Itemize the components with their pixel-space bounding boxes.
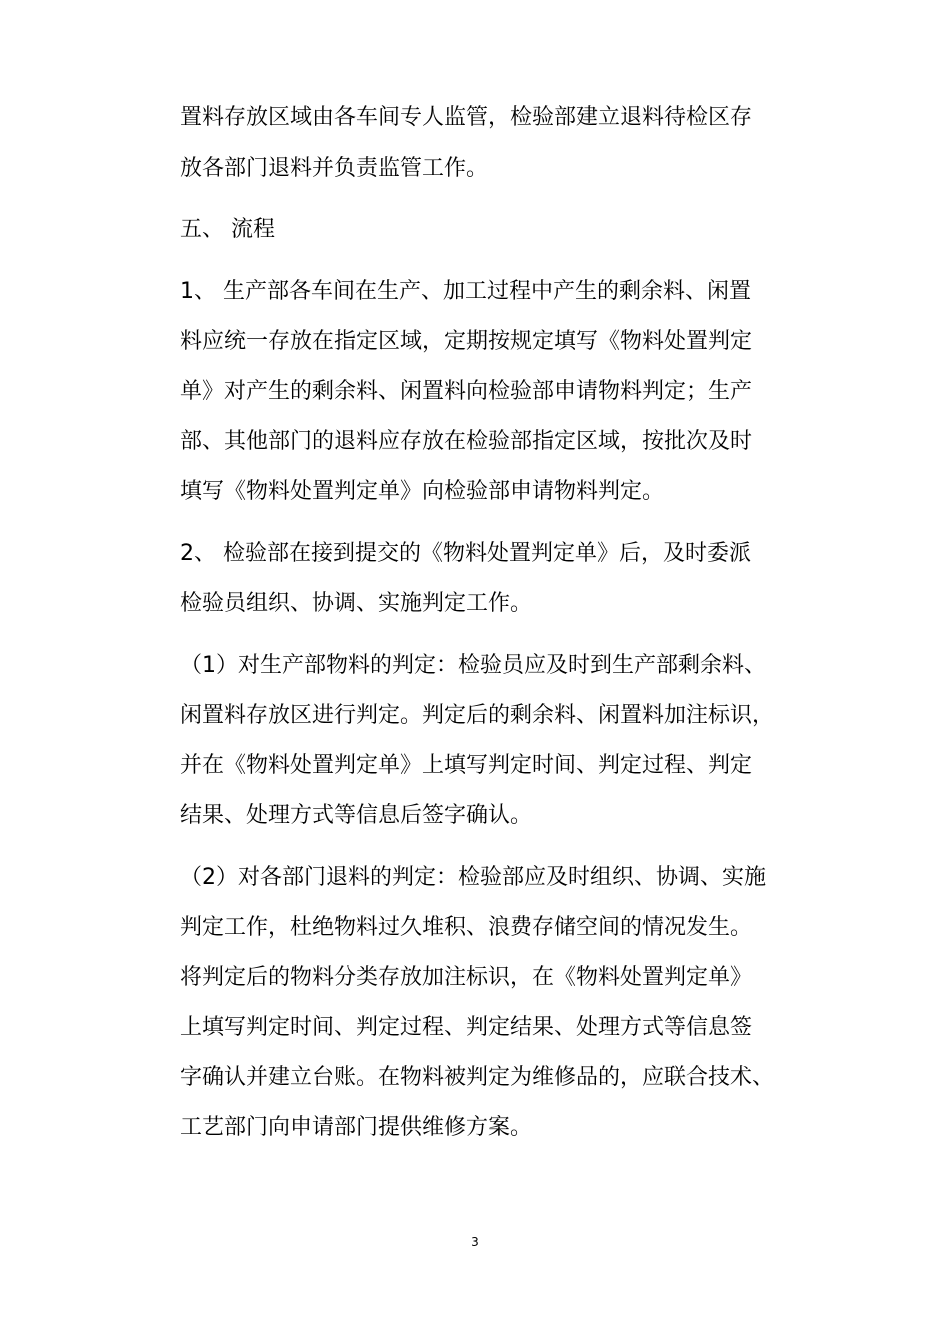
text-line: 字确认并建立台账。在物料被判定为维修品的，应联合技术、 <box>180 1065 775 1090</box>
text-line: （2）对各部门退料的判定：检验部应及时组织、协调、实施 <box>180 865 766 890</box>
text-line: 判定工作，杜绝物料过久堆积、浪费存储空间的情况发生。 <box>180 915 753 940</box>
text-line: 填写《物料处置判定单》向检验部申请物料判定。 <box>180 479 665 504</box>
text-line: 检验员组织、协调、实施判定工作。 <box>180 591 533 616</box>
text-line: 置料存放区域由各车间专人监管，检验部建立退料待检区存 <box>180 105 753 130</box>
text-line: 部、其他部门的退料应存放在检验部指定区域，按批次及时 <box>180 429 753 454</box>
section-heading: 五、 流程 <box>180 217 275 242</box>
text-line: 料应统一存放在指定区域，定期按规定填写《物料处置判定 <box>180 329 753 354</box>
text-line: 2、 检验部在接到提交的《物料处置判定单》后，及时委派 <box>180 541 751 566</box>
text-line: 闲置料存放区进行判定。判定后的剩余料、闲置料加注标识， <box>180 703 775 728</box>
text-line: 放各部门退料并负责监管工作。 <box>180 156 489 181</box>
text-line: （1）对生产部物料的判定：检验员应及时到生产部剩余料、 <box>180 653 766 678</box>
text-line: 工艺部门向申请部门提供维修方案。 <box>180 1115 533 1140</box>
text-line: 上填写判定时间、判定过程、判定结果、处理方式等信息签 <box>180 1015 753 1040</box>
text-line: 将判定后的物料分类存放加注标识，在《物料处置判定单》 <box>180 965 753 990</box>
text-line: 单》对产生的剩余料、闲置料向检验部申请物料判定；生产 <box>180 379 753 404</box>
page-number: 3 <box>471 1235 479 1249</box>
text-line: 结果、处理方式等信息后签字确认。 <box>180 803 533 828</box>
text-line: 1、 生产部各车间在生产、加工过程中产生的剩余料、闲置 <box>180 279 751 304</box>
text-line: 并在《物料处置判定单》上填写判定时间、判定过程、判定 <box>180 753 753 778</box>
